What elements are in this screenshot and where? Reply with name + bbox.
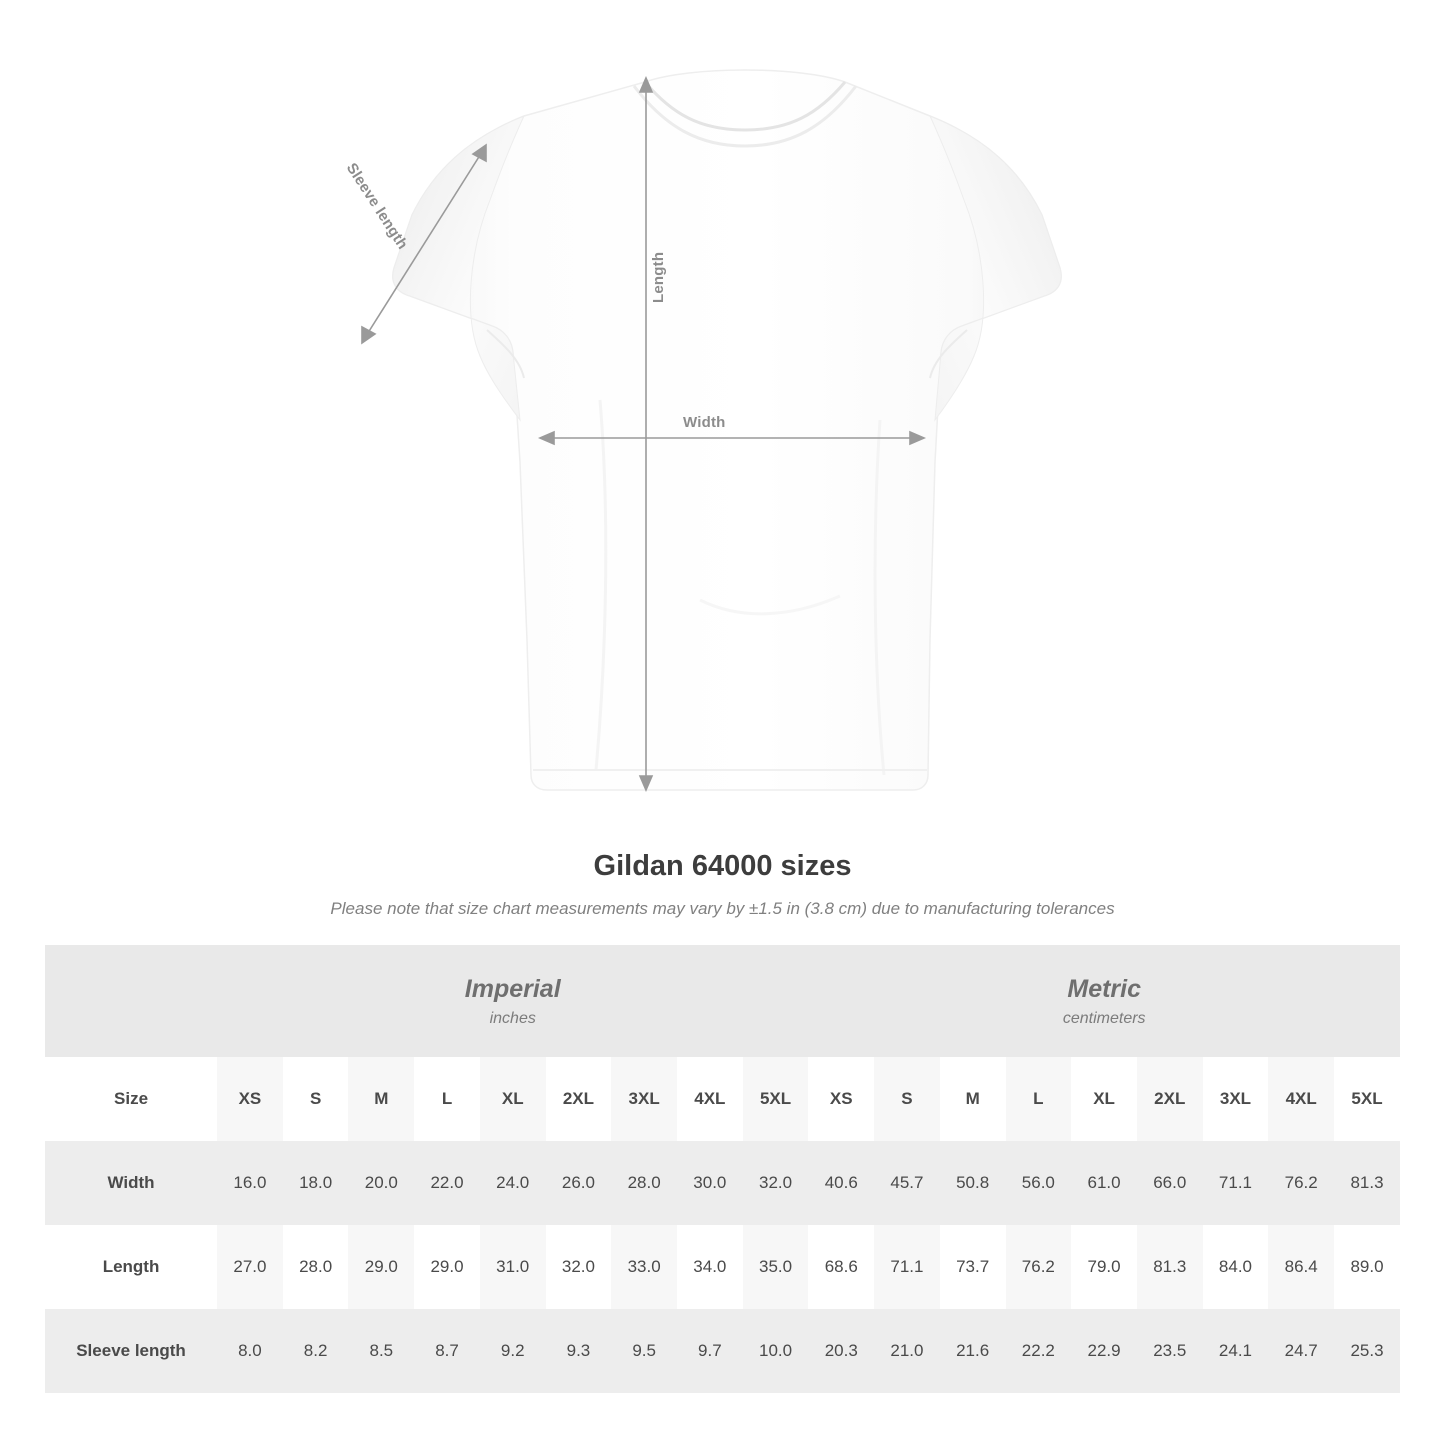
cell-sleeve-metric-2xl: 23.5 <box>1153 1341 1187 1360</box>
cell-sleeve-metric-xl: 22.9 <box>1087 1341 1121 1360</box>
cell-width-metric-4xl: 76.2 <box>1284 1173 1318 1192</box>
cell-sleeve-imperial-4xl: 9.7 <box>698 1341 722 1360</box>
cell-width-metric-l: 56.0 <box>1021 1173 1055 1192</box>
unit-header-metric <box>808 945 1400 1057</box>
cell-length-metric-3xl: 84.0 <box>1218 1257 1252 1276</box>
size-col-metric-4xl: 4XL <box>1268 1057 1334 1141</box>
cell-sleeve-metric-5xl: 25.3 <box>1350 1341 1384 1360</box>
length-dimension-label: Length <box>650 251 667 303</box>
cell-sleeve-imperial-s: 8.2 <box>303 1341 328 1360</box>
size-col-imperial-2xl: 2XL <box>562 1089 595 1108</box>
metric-sub: centimeters <box>1062 1009 1146 1027</box>
cell-width-imperial-m: 20.0 <box>364 1173 398 1192</box>
unit-header-spacer <box>45 945 217 1057</box>
cell-width-imperial-5xl: 32.0 <box>758 1173 793 1192</box>
size-col-metric-2xl: 2XL <box>1137 1057 1203 1141</box>
imperial-sub: inches <box>489 1009 536 1027</box>
cell-length-metric-xs: 68.6 <box>824 1257 858 1276</box>
cell-length-metric-m: 73.7 <box>956 1257 990 1276</box>
cell-width-imperial-4xl: 30.0 <box>693 1173 727 1192</box>
tolerance-note: Please note that size chart measurements may vary by ±1.5 in (3.8 cm) due to manufacturing tolerances <box>330 899 1115 918</box>
cell-sleeve-metric-m: 21.6 <box>956 1341 990 1360</box>
size-table-container <box>45 945 1400 1393</box>
cell-length-imperial-3xl: 33.0 <box>611 1225 677 1309</box>
cell-sleeve-metric-s: 21.0 <box>890 1341 924 1360</box>
row-label-sleeve-length: Sleeve length <box>76 1341 186 1360</box>
row-header-size: Size <box>114 1089 149 1108</box>
cell-length-metric-xl: 79.0 <box>1087 1257 1121 1276</box>
cell-length-imperial-4xl: 34.0 <box>693 1257 727 1276</box>
cell-width-imperial-3xl: 28.0 <box>627 1173 661 1192</box>
unit-header-row <box>45 945 1400 1057</box>
cell-sleeve-imperial-2xl: 9.3 <box>566 1341 591 1360</box>
cell-sleeve-imperial-l: 8.7 <box>435 1341 459 1360</box>
cell-length-imperial-5xl: 35.0 <box>743 1225 809 1309</box>
size-table <box>45 945 1400 1393</box>
size-col-imperial-3xl: 3XL <box>611 1057 677 1141</box>
imperial-name: Imperial <box>464 975 561 1004</box>
size-col-metric-s: S <box>874 1057 940 1141</box>
cell-length-metric-l: 76.2 <box>1006 1225 1072 1309</box>
size-col-imperial-l: L <box>441 1089 453 1108</box>
cell-sleeve-metric-4xl: 24.7 <box>1284 1341 1318 1360</box>
cell-length-imperial-s: 28.0 <box>299 1257 333 1276</box>
cell-length-imperial-l: 29.0 <box>430 1257 464 1276</box>
cell-width-metric-xl: 61.0 <box>1087 1173 1121 1192</box>
cell-length-imperial-2xl: 32.0 <box>561 1257 595 1276</box>
size-col-metric-xl: XL <box>1093 1089 1115 1108</box>
page-title: Gildan 64000 sizes <box>593 850 852 882</box>
row-label-length: Length <box>102 1257 160 1276</box>
cell-width-metric-m: 50.8 <box>956 1173 990 1192</box>
cell-width-imperial-xl: 24.0 <box>496 1173 530 1192</box>
metric-name: Metric <box>1067 975 1142 1004</box>
table-row <box>45 1141 1400 1225</box>
cell-width-imperial-l: 22.0 <box>430 1173 464 1192</box>
cell-width-metric-s: 45.7 <box>890 1173 924 1192</box>
cell-length-imperial-m: 29.0 <box>348 1225 414 1309</box>
cell-width-metric-xs: 40.6 <box>824 1173 858 1192</box>
cell-sleeve-imperial-3xl: 9.5 <box>632 1341 656 1360</box>
row-label-width: Width <box>107 1173 155 1192</box>
cell-length-metric-5xl: 89.0 <box>1350 1257 1384 1276</box>
size-header-row <box>45 1057 1400 1141</box>
cell-width-imperial-s: 18.0 <box>299 1173 333 1192</box>
cell-length-imperial-xs: 27.0 <box>217 1225 283 1309</box>
cell-length-metric-2xl: 81.3 <box>1137 1225 1203 1309</box>
cell-width-imperial-xs: 16.0 <box>233 1173 267 1192</box>
size-col-imperial-xs: XS <box>217 1057 283 1141</box>
cell-sleeve-metric-3xl: 24.1 <box>1218 1341 1252 1360</box>
cell-width-metric-2xl: 66.0 <box>1153 1173 1187 1192</box>
size-col-imperial-s: S <box>309 1089 322 1108</box>
cell-width-metric-3xl: 71.1 <box>1218 1173 1252 1192</box>
cell-sleeve-imperial-xl: 9.2 <box>500 1341 525 1360</box>
cell-sleeve-metric-xs: 20.3 <box>824 1341 858 1360</box>
width-dimension-label: Width <box>683 414 726 431</box>
size-col-imperial-xl: XL <box>480 1057 546 1141</box>
table-row <box>45 1225 1400 1309</box>
size-col-metric-xs: XS <box>829 1089 853 1108</box>
cell-length-metric-s: 71.1 <box>874 1225 940 1309</box>
size-col-metric-3xl: 3XL <box>1219 1089 1252 1108</box>
cell-sleeve-metric-l: 22.2 <box>1021 1341 1055 1360</box>
cell-length-imperial-xl: 31.0 <box>480 1225 546 1309</box>
cell-width-metric-5xl: 81.3 <box>1350 1173 1384 1192</box>
cell-length-metric-4xl: 86.4 <box>1268 1225 1334 1309</box>
cell-width-imperial-2xl: 26.0 <box>561 1173 595 1192</box>
cell-sleeve-imperial-5xl: 10.0 <box>758 1341 793 1360</box>
sleeve-length-dimension-label: Sleeve length <box>342 160 412 253</box>
size-col-metric-m: M <box>965 1089 980 1108</box>
size-col-imperial-4xl: 4XL <box>694 1089 726 1108</box>
size-col-imperial-m: M <box>348 1057 414 1141</box>
cell-sleeve-imperial-xs: 8.0 <box>238 1341 262 1360</box>
cell-sleeve-imperial-m: 8.5 <box>369 1341 394 1360</box>
size-col-metric-l: L <box>1006 1057 1072 1141</box>
unit-header-imperial <box>217 945 808 1057</box>
size-col-metric-5xl: 5XL <box>1351 1089 1383 1108</box>
table-row <box>45 1309 1400 1393</box>
size-col-imperial-5xl: 5XL <box>743 1057 809 1141</box>
